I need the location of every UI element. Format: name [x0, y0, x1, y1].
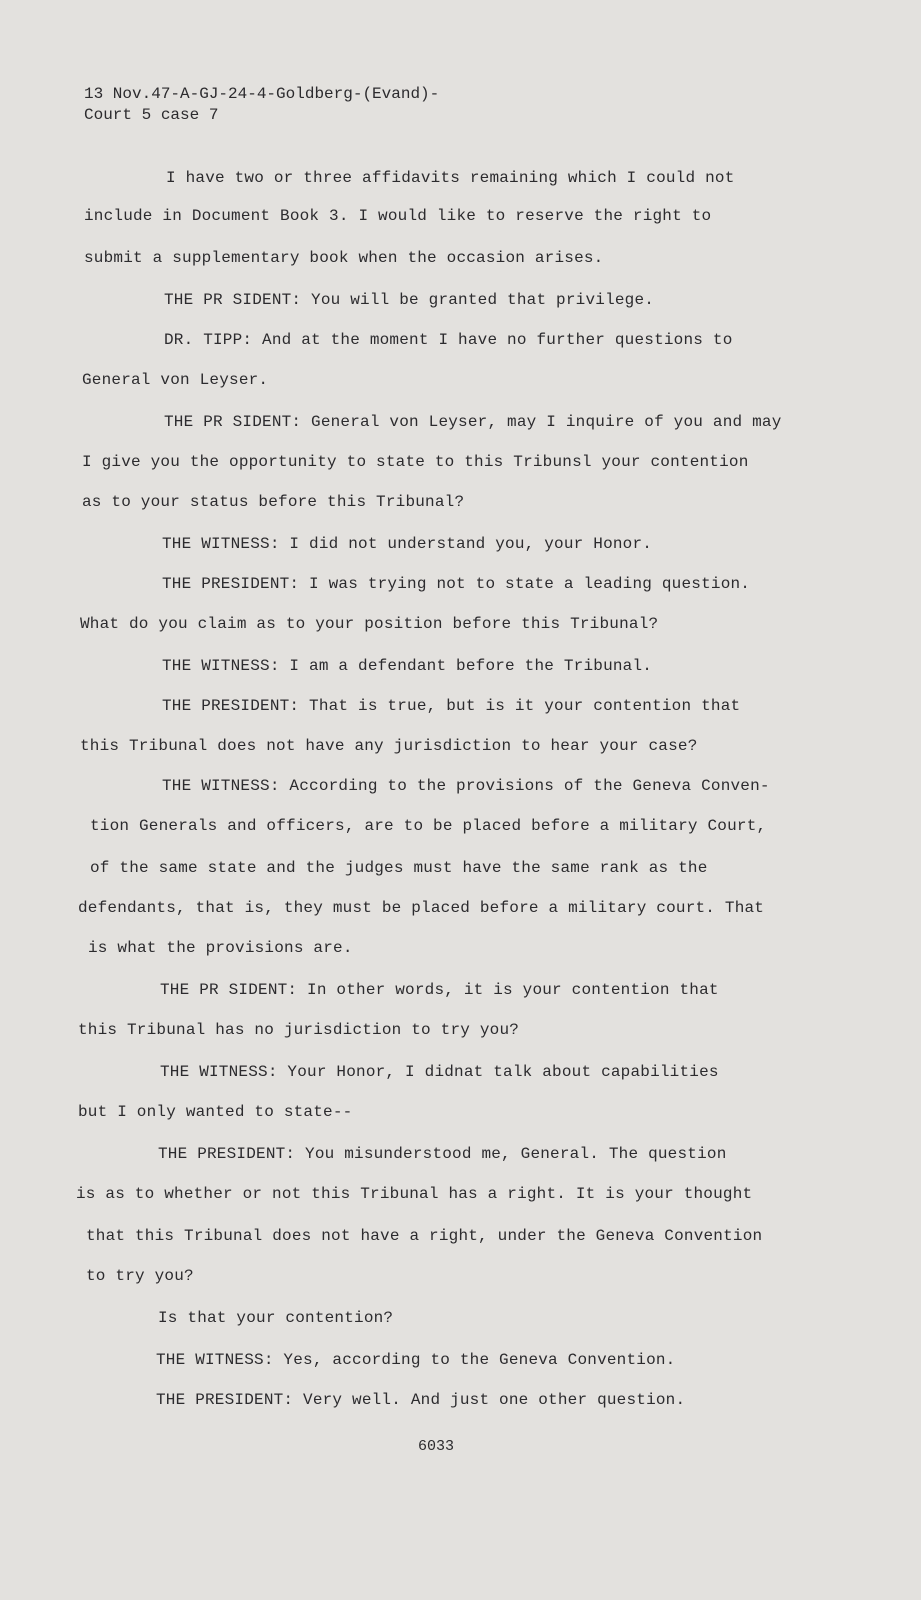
text-line: THE PRESIDENT: You misunderstood me, General. The question	[158, 1145, 727, 1163]
text-line: General von Leyser.	[82, 371, 269, 389]
text-line: THE PRESIDENT: Very well. And just one other question.	[156, 1391, 686, 1409]
text-line: this Tribunal has no jurisdiction to try you?	[78, 1021, 520, 1039]
text-line: but I only wanted to state--	[78, 1103, 353, 1121]
text-line: defendants, that is, they must be placed before a military court. That	[78, 899, 765, 917]
text-line: tion Generals and officers, are to be placed before a military Court,	[90, 817, 767, 835]
text-line: I have two or three affidavits remaining which I could not	[166, 169, 735, 187]
text-line: submit a supplementary book when the occasion arises.	[84, 249, 604, 267]
text-line: as to your status before this Tribunal?	[82, 493, 465, 511]
text-line: that this Tribunal does not have a right, under the Geneva Convention	[86, 1227, 763, 1245]
text-line: is as to whether or not this Tribunal has a right. It is your thought	[76, 1185, 753, 1203]
text-line: I give you the opportunity to state to this Tribunsl your contention	[82, 453, 749, 471]
text-line: THE WITNESS: Your Honor, I didnat talk about capabilities	[160, 1063, 719, 1081]
text-line: THE WITNESS: I am a defendant before the Tribunal.	[162, 657, 653, 675]
text-line: DR. TIPP: And at the moment I have no further questions to	[164, 331, 733, 349]
text-line: THE PR SIDENT: In other words, it is your contention that	[160, 981, 719, 999]
text-line: THE WITNESS: According to the provisions of the Geneva Conven-	[162, 777, 770, 795]
text-line: Is that your contention?	[158, 1309, 394, 1327]
page-number: 6033	[418, 1438, 455, 1455]
header-line-2: Court 5 case 7	[84, 106, 219, 124]
text-line: to try you?	[86, 1267, 194, 1285]
text-line: include in Document Book 3. I would like to reserve the right to	[84, 207, 712, 225]
header-line-1: 13 Nov.47-A-GJ-24-4-Goldberg-(Evand)-	[84, 85, 440, 103]
text-line: this Tribunal does not have any jurisdiction to hear your case?	[80, 737, 698, 755]
text-line: THE PR SIDENT: You will be granted that privilege.	[164, 291, 655, 309]
text-line: THE PR SIDENT: General von Leyser, may I inquire of you and may	[164, 413, 782, 431]
text-line: THE WITNESS: I did not understand you, your Honor.	[162, 535, 653, 553]
text-line: THE PRESIDENT: That is true, but is it your contention that	[162, 697, 741, 715]
document-header	[84, 84, 439, 126]
text-line: of the same state and the judges must have the same rank as the	[90, 859, 708, 877]
text-line: What do you claim as to your position before this Tribunal?	[80, 615, 659, 633]
text-line: is what the provisions are.	[88, 939, 353, 957]
text-line: THE PRESIDENT: I was trying not to state a leading question.	[162, 575, 751, 593]
text-line: THE WITNESS: Yes, according to the Geneva Convention.	[156, 1351, 676, 1369]
